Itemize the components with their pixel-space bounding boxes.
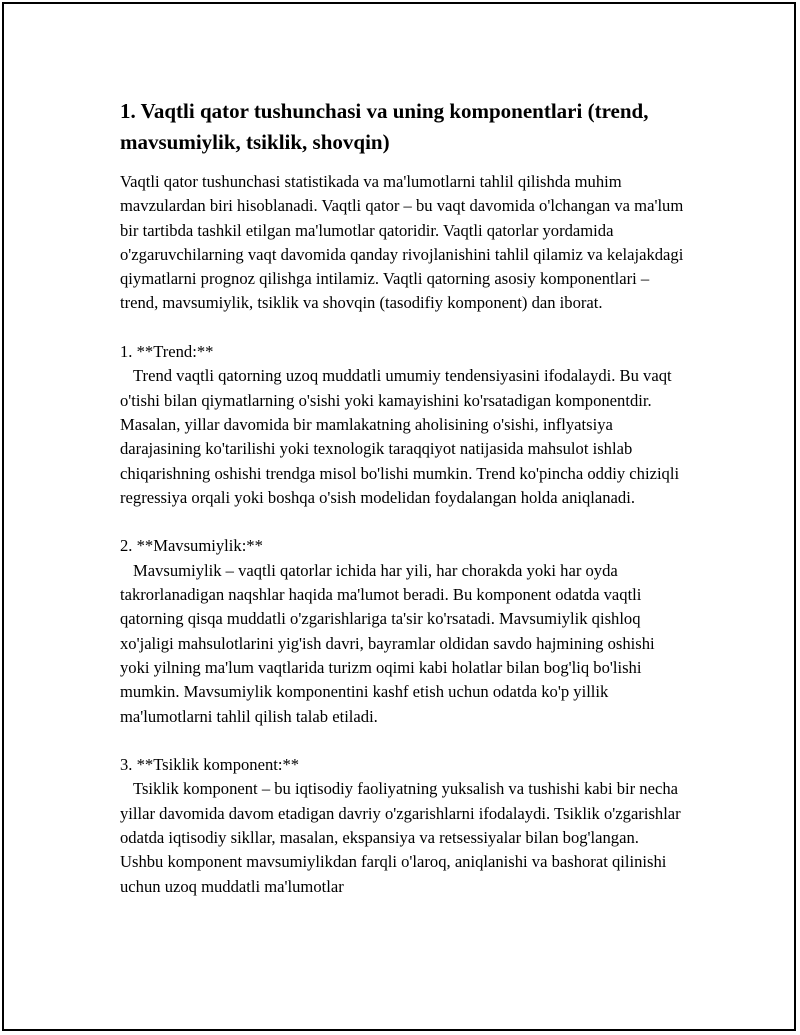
section-heading-tsiklik: 3. **Tsiklik komponent:**	[120, 755, 300, 775]
section-body-mavsumiylik: Mavsumiylik – vaqtli qatorlar ichida har yili, har chorakda yoki har oyda takrorlanadigan naqshlar haqida ma'lumot beradi. Bu komponent odatda vaqtli qatorning qisqa muddatli o'zgarishlariga ta'sir ko'rsatadi. Mavsumiylik qishloq xo'jaligi mahsulotlarini yig'ish davri, bayramlar oldidan savdo hajmining oshishi yoki yilning ma'lum vaqtlarida turizm oqimi kabi holatlar bilan bog'liq bo'lishi mumkin. Mavsumiylik komponentini kashf etish uchun odatda ko'p yillik ma'lumotlarni tahlil qilish talab etiladi.	[120, 560, 655, 726]
document-title: 1. Vaqtli qator tushunchasi va uning komponentlari (trend, mavsumiylik, tsiklik, shovqin)	[120, 99, 649, 154]
section-body-trend: Trend vaqtli qatorning uzoq muddatli umumiy tendensiyasini ifodalaydi. Bu vaqt o'tishi bilan qiymatlarning o'sishi yoki kamayishini ko'rsatadigan komponentdir. Masalan, yillar davomida bir mamlakatning aholisining o'sishi, inflyatsiya darajasining ko'tarilishi yoki texnologik taraqqiyot natijasida mahsulot ishlab chiqarishning oshishi trendga misol bo'lishi mumkin. Trend ko'pincha oddiy chiziqli regressiya orqali yoki boshqa o'sish modelidan foydalangan holda aniqlanadi.	[120, 366, 680, 507]
section-heading-trend: 1. **Trend:**	[120, 342, 214, 362]
paragraph-gap	[120, 729, 685, 753]
document-content	[120, 96, 685, 899]
intro-paragraph: Vaqtli qator tushunchasi statistikada va ma'lumotlarni tahlil qilishda muhim mavzulardan biri hisoblanadi. Vaqtli qator – bu vaqt davomida o'lchangan va ma'lum bir tartibda tashkil etilgan ma'lumotlar qatoridir. Vaqtli qatorlar yordamida o'zgaruvchilarning vaqt davomida qanday rivojlanishini tahlil qilamiz va kelajakdagi qiymatlarni prognoz qilishga intilamiz. Vaqtli qatorning asosiy komponentlari – trend, mavsumiylik, tsiklik va shovqin (tasodifiy komponent) dan iborat.	[120, 172, 684, 313]
document-page	[2, 2, 796, 1031]
section-heading-mavsumiylik: 2. **Mavsumiylik:**	[120, 536, 263, 556]
paragraph-gap	[120, 510, 685, 534]
paragraph-gap	[120, 316, 685, 340]
section-body-tsiklik: Tsiklik komponent – bu iqtisodiy faoliyatning yuksalish va tushishi kabi bir necha yillar davomida davom etadigan davriy o'zgarishlarni ifodalaydi. Tsiklik o'zgarishlar odatda iqtisodiy sikllar, masalan, ekspansiya va retsessiyalar bilan bog'langan. Ushbu komponent mavsumiylikdan farqli o'laroq, aniqlanishi va bashorat qilinishi uchun uzoq muddatli ma'lumotlar	[120, 779, 681, 896]
